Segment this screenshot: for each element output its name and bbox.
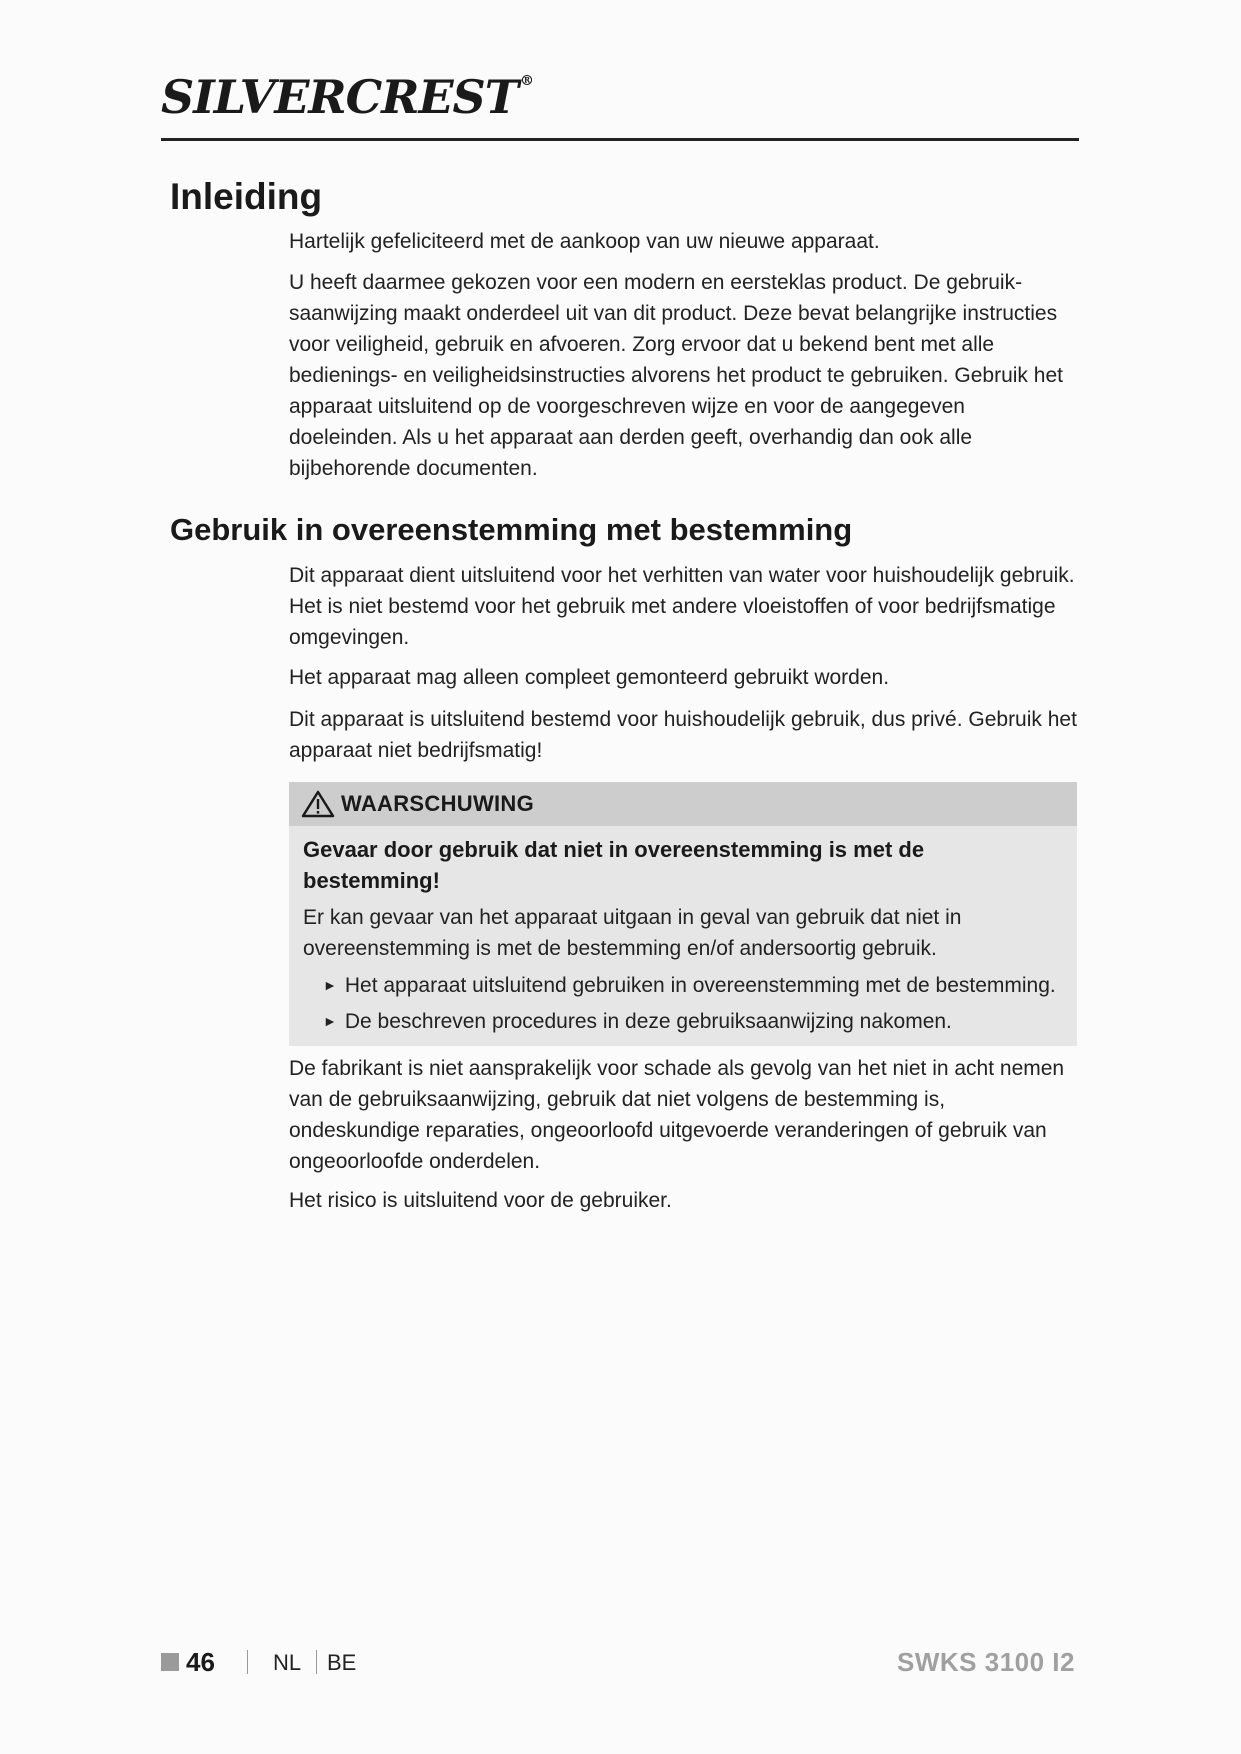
footer-marker <box>161 1653 179 1671</box>
warning-label: WAARSCHUWING <box>341 791 535 816</box>
usage-paragraph-3: Dit apparaat is uitsluitend bestemd voor huishoudelijk gebruik, dus privé. Gebruik het apparaat niet bedrijfsmatig! <box>289 708 1077 762</box>
language-code-nl: NL <box>273 1650 302 1675</box>
language-code-be: BE <box>327 1650 357 1675</box>
arrow-right-icon: ► <box>323 977 337 993</box>
warning-bullet-text: De beschreven procedures in deze gebruiksaanwijzing nakomen. <box>344 1010 952 1033</box>
intro-paragraph-1: Hartelijk gefeliciteerd met de aankoop van uw nieuwe apparaat. <box>289 230 880 253</box>
arrow-right-icon: ► <box>323 1013 337 1029</box>
usage-paragraph-5: Het risico is uitsluitend voor de gebruiker. <box>289 1189 672 1212</box>
warning-box <box>289 782 1077 1046</box>
warning-bullet <box>323 972 1056 1001</box>
intro-paragraph-2: U heeft daarmee gekozen voor een modern en eersteklas product. De gebruik-saanwijzing maakt onderdeel uit van dit product. Deze bevat belangrijke instructies voor veiligheid, gebruik en afvoeren. Zorg ervoor dat u bekend bent met alle bedienings- en veiligheidsinstructies alvorens het product te gebruiken. Gebruik het apparaat uitsluitend op de voorgeschreven wijze en voor de aangegeven doeleinden. Als u het apparaat aan derden geeft, overhandig dan ook alle bijbehorende documenten. <box>289 271 1063 480</box>
warning-bullet <box>323 1008 952 1037</box>
warning-triangle-icon <box>301 790 335 818</box>
warning-header <box>289 782 1077 826</box>
usage-paragraph-2: Het apparaat mag alleen compleet gemonteerd gebruikt worden. <box>289 666 890 689</box>
header-rule <box>161 138 1079 141</box>
brand-logo <box>161 70 533 124</box>
section-title-intro: Inleiding <box>170 176 323 217</box>
page-number: 46 <box>186 1647 215 1677</box>
usage-paragraph-1: Dit apparaat dient uitsluitend voor het verhitten van water voor huishoudelijk gebruik. Het is niet bestemd voor het gebruik met andere vloeistoffen of voor bedrijfsmatige omgevingen. <box>289 564 1075 649</box>
footer-separator <box>247 1650 248 1674</box>
warning-text: Er kan gevaar van het apparaat uitgaan in geval van gebruik dat niet in overeenstemming is met de bestemming en/of andersoortig gebruik. <box>303 906 962 960</box>
brand-logo-text: SILVERCREST <box>161 70 518 124</box>
registered-mark: ® <box>519 73 533 89</box>
footer-separator <box>316 1650 317 1674</box>
warning-bullet-text: Het apparaat uitsluitend gebruiken in overeenstemming met de bestemming. <box>344 974 1056 997</box>
usage-paragraph-4: De fabrikant is niet aansprakelijk voor schade als gevolg van het niet in acht nemen van de gebruiksaanwijzing, gebruik dat niet volgens de bestemming is, ondeskundige reparaties, ongeoorloofd uitgevoerde veranderingen of gebruik van ongeoorloofde onderdelen. <box>289 1057 1065 1173</box>
model-number: SWKS 3100 I2 <box>897 1647 1075 1677</box>
section-title-usage: Gebruik in overeenstemming met bestemming <box>170 512 853 547</box>
warning-title: Gevaar door gebruik dat niet in overeenstemming is met de bestemming! <box>303 837 925 893</box>
